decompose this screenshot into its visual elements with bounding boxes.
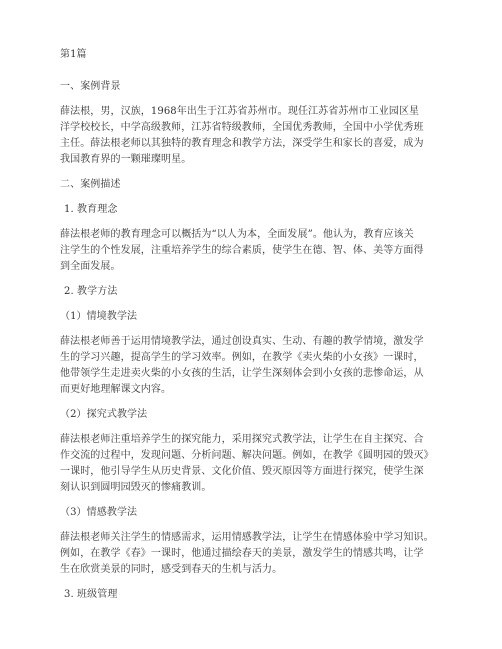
method-heading-emotional: （3）情感教学法 [60, 507, 138, 518]
method-heading-situational: （1）情境教学法 [60, 311, 138, 322]
item-heading-methods: 2. 教学方法 [64, 286, 118, 297]
part-label: 第1篇 [60, 49, 87, 60]
paragraph-line: 他带领学生走进卖火柴的小女孩的生活，让学生深刻体会到小女孩的悲惨命运，从 [60, 368, 424, 379]
paragraph-line: 刻认识到圆明园毁灭的惨痛教训。 [60, 482, 212, 493]
paragraph-line: 我国教育界的一颗璀璨明星。 [60, 154, 192, 165]
paragraph-line: 例如，在教学《春》一课时，他通过描绘春天的美景，激发学生的情感共鸣，让学 [60, 548, 424, 559]
paragraph-line: 薛法根老师关注学生的情感需求，运用情感教学法，让学生在情感体验中学习知识。 [60, 532, 434, 543]
paragraph-line: 而更好地理解课文内容。 [60, 384, 172, 395]
paragraph-line: 薛法根，男，汉族，1968年出生于江苏省苏州市。现任江苏省苏州市工业园区星 [60, 106, 420, 117]
paragraph-line: 注学生的个性发展，注重培养学生的综合素质，使学生在德、智、体、美等方面得 [60, 245, 424, 256]
item-heading-class-management: 3. 班级管理 [64, 589, 118, 600]
paragraph-line: 生的学习兴趣，提高学生的学习效率。例如，在教学《卖火柴的小女孩》一课时， [60, 352, 424, 363]
paragraph-line: 一课时，他引导学生从历史背景、文化价值、毁灭原因等方面进行探究，使学生深 [60, 466, 424, 477]
item-heading-philosophy: 1. 教育理念 [64, 204, 118, 215]
paragraph-line: 薛法根老师注重培养学生的探究能力，采用探究式教学法，让学生在自主探究、合 [60, 434, 424, 445]
paragraph-line: 到全面发展。 [60, 261, 121, 272]
paragraph-line: 生在欣赏美景的同时，感受到春天的生机与活力。 [60, 564, 283, 575]
paragraph-line: 作交流的过程中，发现问题、分析问题、解决问题。例如，在教学《圆明园的毁灭》 [60, 450, 434, 461]
section-heading-background: 一、案例背景 [60, 81, 121, 92]
method-heading-inquiry: （2）探究式教学法 [60, 409, 148, 420]
paragraph-line: 洋学校校长，中学高级教师，江苏省特级教师，全国优秀教师，全国中小学优秀班 [60, 122, 424, 133]
section-heading-description: 二、案例描述 [60, 179, 121, 190]
paragraph-line: 薛法根老师的教育理念可以概括为“以人为本，全面发展”。他认为，教育应该关 [60, 229, 414, 240]
paragraph-line: 主任。薛法根老师以其独特的教育理念和教学方法，深受学生和家长的喜爱，成为 [60, 138, 424, 149]
paragraph-line: 薛法根老师善于运用情境教学法，通过创设真实、生动、有趣的教学情境，激发学 [60, 336, 424, 347]
